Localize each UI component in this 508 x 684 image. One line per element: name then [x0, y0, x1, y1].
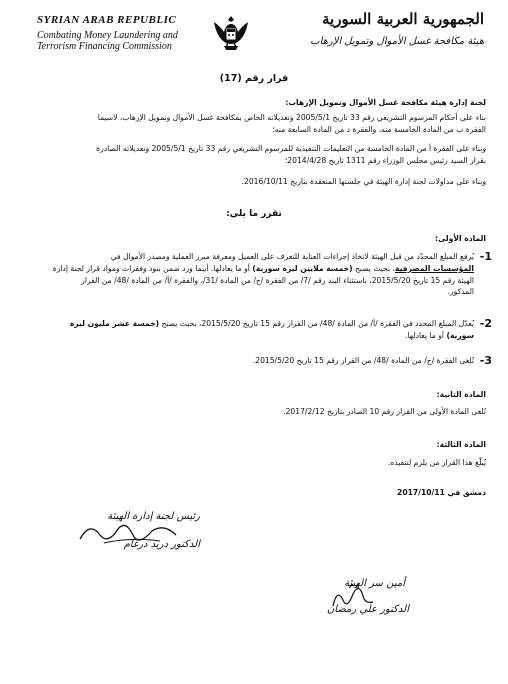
- decision-number: قرار رقم (17): [219, 73, 289, 84]
- item-1-line-4: المذكور.: [447, 287, 474, 297]
- article-3-title: المادة الثالثة:: [436, 440, 486, 449]
- header-english-line-1: Combating Money Laundering and: [37, 30, 178, 41]
- article-1-title: المادة الأولى:: [435, 234, 486, 243]
- preamble-1-line-1: بناء على أحكام المرسوم التشريعي رقم 33 تاريخ 2005/5/1 وتعديلاته الخاص بمكافحة غسل الأموال وتمويل الإرهاب، لاسيما: [97, 113, 486, 122]
- preamble-paragraph-3: وبناء على مداولات لجنة إدارة الهيئة في جلستها المنعقدة بتاريخ 2016/10/11.: [241, 177, 486, 186]
- item-1-line-2: [22, 263, 474, 275]
- item-1-line-3: الهيئة رقم 15 تاريخ 2015/5/20، باستثناء البند رقم /7/ من الفقرة /ج/ من المادة /31/، والفقرة /أ/ من المادة /48/ من القرار: [81, 275, 474, 285]
- item-2-line-2-part-b: أو ما يعادلها.: [405, 330, 445, 340]
- item-2-number: 2-: [479, 317, 492, 330]
- eagle-emblem-icon: [210, 12, 252, 56]
- item-3-line-1: تُلغى الفقرة /ج/ من المادة /48/ من القرار رقم 15 تاريخ 2015/5/20.: [252, 356, 474, 365]
- preamble-2-line-1: وبناء على الفقرة أ من المادة الخامسة من التعليمات التنفيذية للمرسوم التشريعي رقم 33 تاريخ 2005/5/1 وتعديلاته الصادرة: [96, 144, 486, 153]
- item-3-number: 3-: [479, 354, 492, 367]
- chair-name: الدكتور دريد درغام: [123, 539, 200, 550]
- item-2-line-2: [22, 330, 474, 342]
- item-1-line-2-part-d: أو ما يعادلها. أينما ورد ضمن بنود وفقرات ومواد قرار لجنة إدارة: [52, 263, 250, 273]
- article-1-item-3: [22, 355, 492, 367]
- header-english-line-2: Terrorism Financing Commission: [37, 41, 172, 52]
- item-2-line-1-part-a: يُعدّل المبلغ المحدد في الفقرة /أ/ من المادة /48/ من القرار رقم 15 تاريخ 2015/5/20، بحيث يصبح: [161, 319, 474, 328]
- date-line: دمشق في 2017/10/11: [397, 488, 486, 497]
- item-1-amount: (خمسة ملايين ليرة سورية): [252, 263, 353, 273]
- article-2-title: المادة الثانية:: [436, 390, 486, 399]
- item-1-line-1: يُرفع المبلغ المحدّد من قبل الهيئة لاتخاذ إجراءات العناية للتعرف على العميل ومعرفة مبرر العملية ومصدر الأموال في: [110, 252, 474, 261]
- item-2-line-1: [22, 318, 474, 330]
- item-1-line-2-part-b: ، بحيث يصبح: [355, 263, 395, 273]
- header-english-title: SYRIAN ARAB REPUBLIC: [37, 14, 177, 26]
- preamble-1-line-2: الفقرة ب من المادة الخامسة منه، والفقرة د من المادة السابعة منه؛: [272, 124, 486, 134]
- header-arabic-subtitle: هيئة مكافحة غسل الأموال وتمويل الإرهاب: [310, 36, 484, 47]
- article-1-item-1: [22, 251, 492, 298]
- committee-heading: لجنة إدارة هيئة مكافحة غسل الأموال وتمويل الإرهاب:: [285, 98, 486, 107]
- chair-signature-block: [60, 505, 200, 565]
- preamble-paragraph-1: [46, 112, 486, 136]
- item-1-banking-institutions: المؤسسات المصرفية: [394, 263, 474, 273]
- secretary-title: أمين سر الهيئة: [344, 578, 405, 589]
- secretary-name: الدكتور علي رمضان: [326, 604, 409, 615]
- item-2-amount-part-2: سورية): [446, 330, 474, 340]
- article-3-text: يُبلّغ هذا القرار من يلزم لتنفيذه.: [387, 458, 486, 467]
- article-2-text: تُلغى المادة الأولى من القرار رقم 10 الصادر بتاريخ 2017/2/12.: [283, 407, 486, 416]
- preamble-paragraph-2: [46, 143, 486, 167]
- article-1-item-2: [22, 318, 492, 342]
- preamble-2-line-2: بقرار السيد رئيس مجلس الوزراء رقم 1311 تاريخ 2014/4/28؛: [284, 155, 486, 165]
- item-1-number: 1-: [479, 250, 492, 263]
- secretary-signature-block: [295, 572, 415, 632]
- item-2-amount-part-1: (خمسة عشر مليون ليرة: [69, 319, 160, 328]
- decides-heading: تقرر ما يلي:: [226, 209, 282, 219]
- chair-title: رئيس لجنة إدارة الهيئة: [107, 511, 200, 522]
- header-arabic-title: الجمهورية العربية السورية: [322, 10, 484, 28]
